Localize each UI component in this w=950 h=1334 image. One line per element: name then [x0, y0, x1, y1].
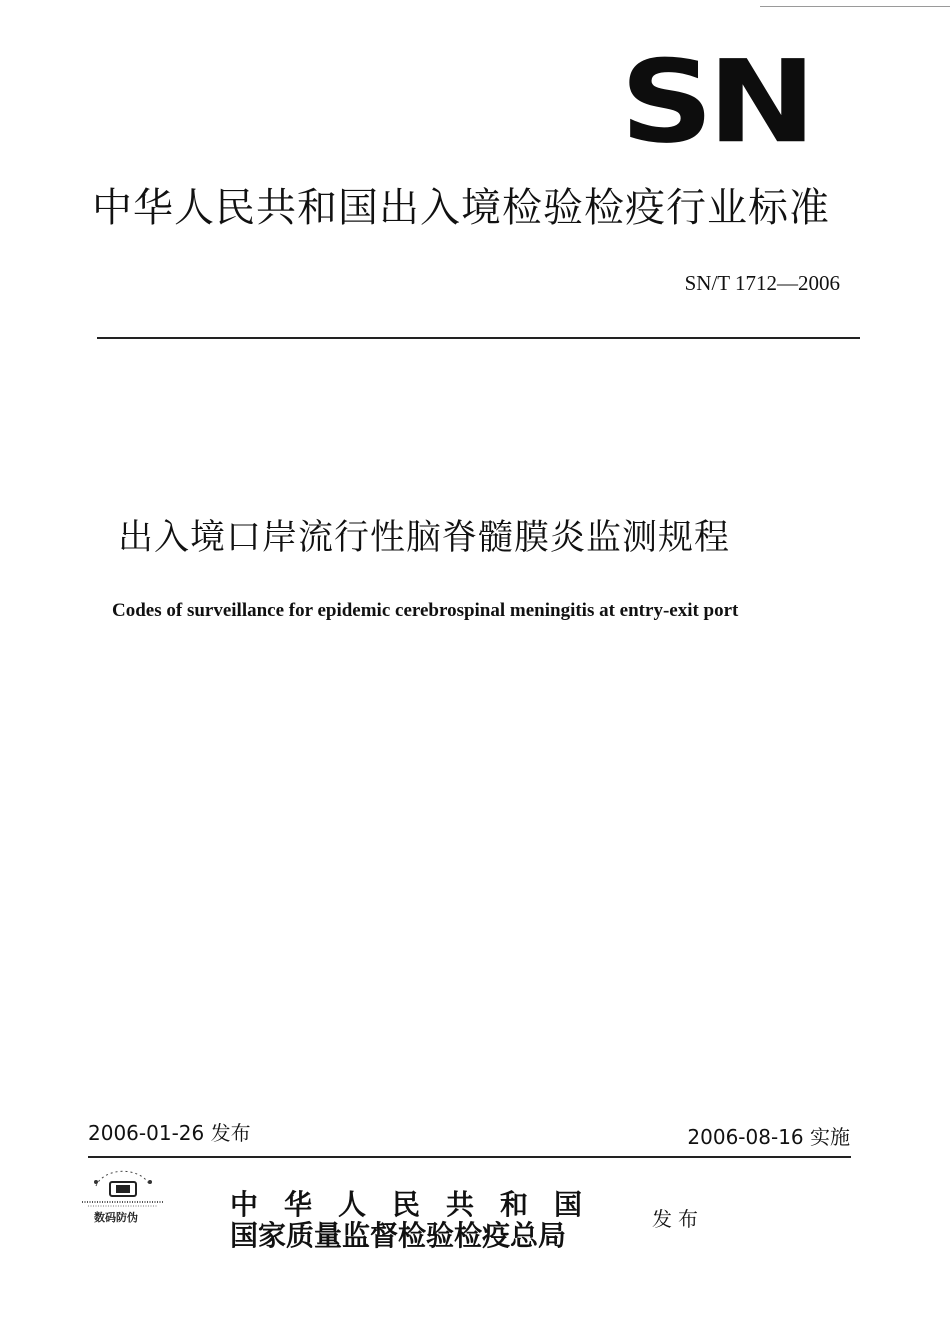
seal-caption: 数码防伪: [94, 1211, 138, 1224]
footer-divider: [88, 1156, 851, 1158]
top-edge-rule: [760, 6, 950, 7]
publisher-agency: 国家质量监督检验检疫总局: [230, 1221, 567, 1252]
document-title-english: Codes of surveillance for epidemic cerebrospinal meningitis at entry-exit port: [112, 600, 739, 621]
issue-date: 2006-01-26 发布: [88, 1121, 251, 1145]
publisher-country: 中华人民共和国: [230, 1190, 609, 1221]
publish-label: 发布: [652, 1207, 704, 1231]
implementation-date: 2006-08-16 实施: [687, 1125, 850, 1149]
header-divider: [97, 337, 860, 339]
sn-logo: SN: [620, 36, 811, 169]
document-title-chinese: 出入境口岸流行性脑脊髓膜炎监测规程: [118, 518, 731, 558]
standard-number: SN/T 1712—2006: [684, 271, 840, 295]
organization-heading: 中华人民共和国出入境检验检疫行业标准: [92, 185, 830, 231]
